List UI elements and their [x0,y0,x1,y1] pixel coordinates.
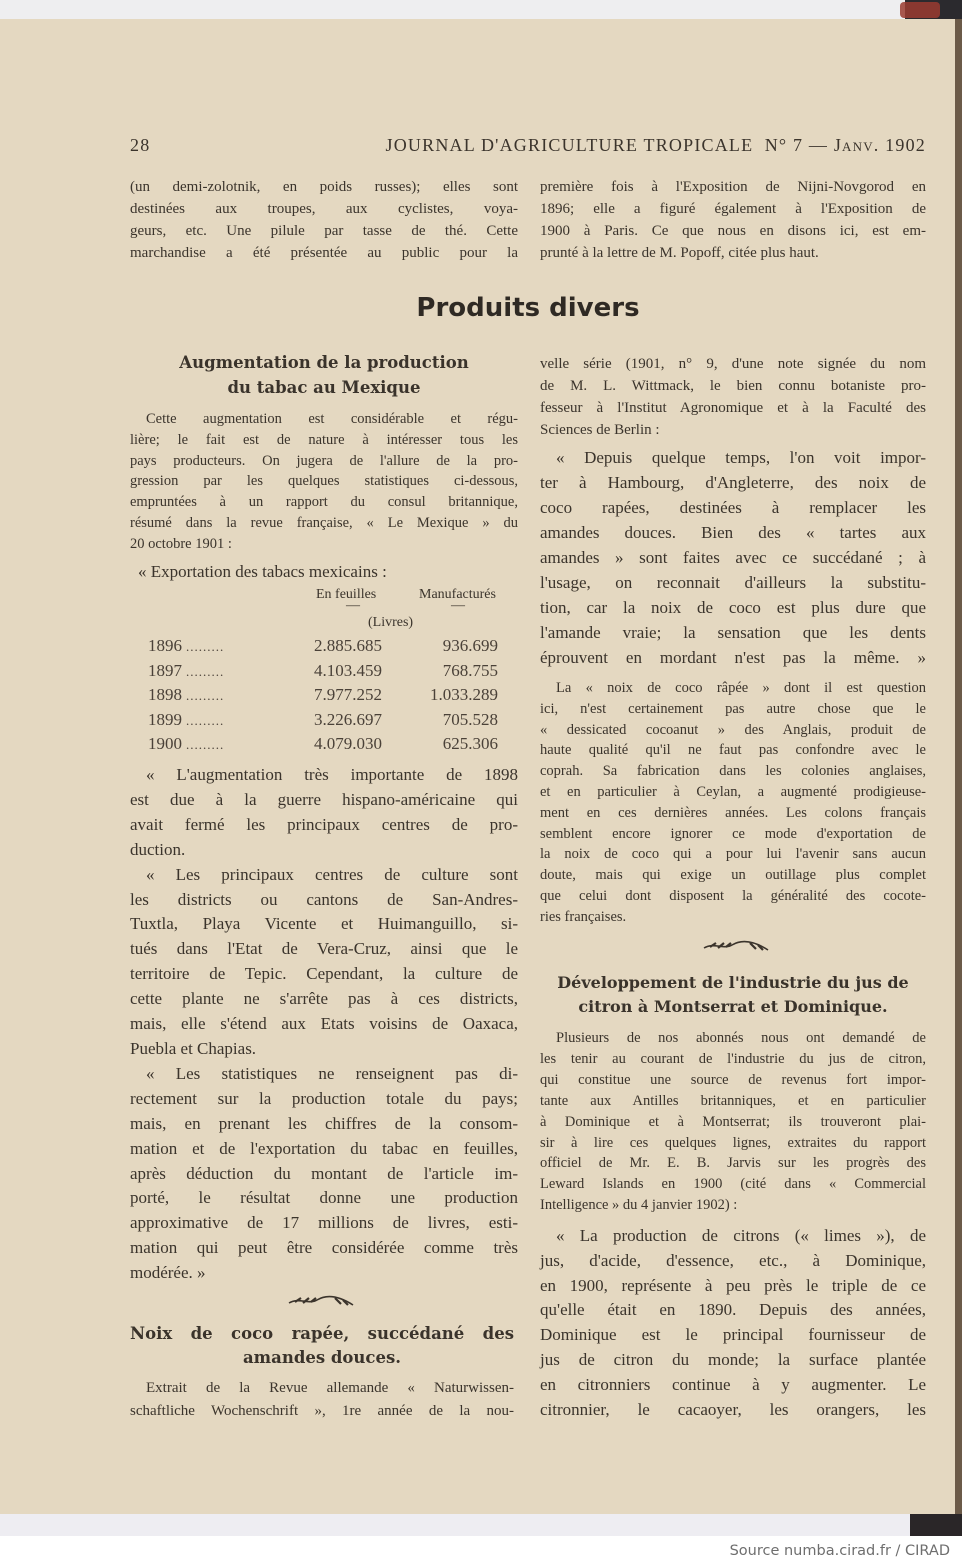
table-manufactures: 625.306 [442,734,498,753]
text-line: schaftliche Wochenschrift », 1re année de la nou- [130,1403,514,1419]
scan-margin-bottom [0,1514,910,1536]
text-line: citron à Montserrat et Dominique. [578,996,888,1016]
text-line: Dominique est le principal fournisseur de [540,1325,926,1345]
text-line: velle série (1901, n° 9, d'une note signée du nom [540,356,926,372]
text-line: coco rapées, destinées à remplacer les [540,498,926,517]
text-line: qu'elle était en 1890. Depuis des années, [540,1300,926,1320]
text-line: tion, car la noix de coco est plus dure que [540,598,926,617]
table-dash-1: — [346,598,360,613]
table-row [148,661,498,685]
text-line: « dessicated cocoanut » des Anglais, produit de [540,721,926,738]
text-line: tante aux Antilles britanniques, et en particulier [540,1092,926,1109]
text-line: en citronniers continue à y augmenter. Le [540,1374,926,1394]
table-leader: ......... [186,639,225,654]
table-manufactures: 936.699 [442,636,498,655]
table-feuilles: 7.977.252 [314,685,382,704]
article-note-coco [540,678,926,928]
text-line: « La production de citrons (« limes »), de [556,1226,926,1245]
text-line: que celui dont disposent la généralité des cocote- [540,887,926,904]
text-line: éprouvent en mordant n'est pas la même. » [540,648,926,667]
text-line: sir à lire ces quelques lignes, extraites du rapport [540,1134,926,1151]
text-line: 20 octobre 1901 : [130,535,232,552]
text-line: semblent encore ignorer ce mode d'exportation de [540,825,926,842]
text-line: Puebla et Chapias. [130,1038,257,1058]
table-year: 1898 [148,685,182,704]
text-line: Leward Islands en 1900 (cité dans « Commercial [540,1176,926,1193]
scan-margin-top [0,0,905,19]
text-line: Sciences de Berlin : [540,422,660,438]
article-continued-coco [540,353,926,441]
ornament-divider-icon [702,938,772,954]
journal-title [386,135,926,156]
table-leader: ......... [186,737,225,752]
article-heading-citron [540,971,926,1018]
table-manufactures: 705.528 [442,709,498,729]
text-line: ici, n'est certainement pas autre chose que le [540,700,926,717]
text-line: à Dominique et à Montserrat; ils trouveront plai- [540,1113,926,1130]
page-number: 28 [130,135,151,155]
article-heading-tabac [130,350,518,400]
table-row [148,636,498,660]
table-year: 1899 [148,709,182,729]
text-line: cette plante ne s'arrête pas à ces districts, [130,989,518,1009]
table-leader: ......... [186,663,225,679]
table-unit: (Livres) [368,615,414,630]
text-line: pays producteurs. On jugera de l'allure de la pro- [130,452,518,469]
journal-name: JOURNAL D'AGRICULTURE TROPICALE [385,135,754,155]
text-line: empruntées à un rapport du consul britannique, [130,494,518,511]
text-line: Noix de coco rapée, succédané des [130,1324,514,1343]
article-quote-citron [540,1224,926,1422]
text-line: après déduction du montant de l'article im- [130,1163,518,1183]
text-line: mation qui peut être considérée comme très [130,1238,518,1258]
text-line: destinées aux troupes, aux cyclistes, voya- [130,201,518,217]
text-line: résumé dans la revue française, « Le Mexique » du [130,514,518,531]
table-manufactures: 1.033.289 [430,685,498,704]
text-line: en 1900, représente à peu près le triple de ce [540,1275,926,1295]
text-line: approximative de 17 millions de livres, esti- [130,1213,518,1233]
article-body-tabac [130,763,518,1286]
ornament-divider-icon [287,1293,357,1309]
table-year: 1897 [148,660,182,680]
table-feuilles: 2.885.685 [314,636,382,655]
text-line: « L'augmentation très importante de 1898 [146,765,518,784]
text-line: qui constitue une source de revenus fort impor- [540,1071,926,1088]
text-line: Tuxtla, Playa Vicente et Huimanguillo, si- [130,914,518,934]
table-feuilles: 4.103.459 [314,660,382,680]
text-line: Extrait de la Revue allemande « Naturwissen- [146,1380,514,1396]
table-caption: « Exportation des tabacs mexicains : [138,562,387,581]
table-row [148,685,498,709]
text-line: l'amande vraie; la sensation que les dents [540,623,926,642]
text-line: les districts ou cantons de San-Andres- [130,889,518,909]
text-line: amandes douces. [242,1348,402,1367]
top-right-paragraph [540,176,926,264]
article-extract-coco [130,1377,514,1423]
text-line: haute qualité qu'il ne faut pas confondre avec le [540,742,926,759]
table-feuilles: 4.079.030 [314,734,382,753]
text-line: la noix de coco qui a pour lui l'avenir sans aucun [540,846,926,863]
text-line: 1896; elle a figuré également à l'Exposition de [540,201,926,217]
section-title: Produits divers [416,293,640,323]
scan-edge-bottom-right [910,1514,962,1536]
table-dash-2: — [451,598,465,613]
table-row [148,734,498,758]
article-heading-coco [130,1322,514,1370]
text-line: mais, elle s'étend aux Etats voisins de Oaxaca, [130,1014,518,1034]
text-line: geurs, etc. Une pilule par tasse de thé. Cette [130,223,518,239]
article-quote-coco [540,445,926,670]
text-line: duction. [130,839,186,859]
table-col-manufactures: Manufacturés [419,587,496,602]
text-line: La « noix de coco râpée » dont il est question [556,680,926,696]
text-line: du tabac au Mexique [227,378,421,397]
table-year: 1900 [148,734,182,753]
source-credit: Source numba.cirad.fr / CIRAD [729,1543,950,1559]
text-line: officiel de Mr. E. B. Jarvis sur les progrès des [540,1155,926,1172]
top-left-paragraph [130,176,518,264]
text-line: Intelligence » du 4 janvier 1902) : [540,1197,738,1214]
text-line: Cette augmentation est considérable et régu- [146,411,518,427]
text-line: Plusieurs de nos abonnés nous ont demandé de [556,1030,926,1046]
text-line: ries françaises. [540,908,627,925]
text-line: lière; le fait est de nature à intéresser tous les [130,431,518,448]
text-line: Augmentation de la production [179,353,469,372]
text-line: citronnier, le cacaoyer, les orangers, les [540,1399,926,1419]
scan-clip-mark [900,2,940,18]
text-line: mais, en prenant les chiffres de la consom- [130,1113,518,1133]
text-line: mation et de l'exportation du tabac en feuilles, [130,1138,518,1158]
text-line: gression par les quelques statistiques ci-dessous, [130,473,518,490]
text-line: tués dans l'Etat de Vera-Cruz, ainsi que le [130,939,518,959]
table-leader: ......... [186,712,225,728]
text-line: première fois à l'Exposition de Nijni-Novgorod en [540,179,926,195]
text-line: 1900 à Paris. Ce que nous en disons ici, est em- [540,223,926,239]
article-intro-tabac [130,409,518,555]
text-line: et en particulier à Ceylan, a augmenté prodigieuse- [540,783,926,800]
text-line: jus, d'acide, d'essence, etc., à Dominique, [540,1250,926,1270]
text-line: ment en ces dernières années. Les colons français [540,804,926,821]
scan-edge-right [955,19,962,1514]
text-line: « Les statistiques ne renseignent pas di- [146,1063,518,1083]
table-col-feuilles: En feuilles [316,587,377,602]
text-line: fesseur à l'Institut Agronomique et à la Faculté des [540,400,926,416]
text-line: (un demi-zolotnik, en poids russes); elles sont [130,179,518,195]
text-line: territoire de Tepic. Cependant, la culture de [130,964,518,984]
table-leader: ......... [186,688,225,703]
text-line: amandes » sont faites avec ce succédané ; à [540,548,926,567]
text-line: Développement de l'industrie du jus de [557,973,909,992]
text-line: prunté à la lettre de M. Popoff, citée plus haut. [540,245,819,261]
text-line: « Depuis quelque temps, l'on voit impor- [556,448,926,467]
table-feuilles: 3.226.697 [314,709,382,729]
table-row [148,710,498,734]
text-line: l'usage, on reconnait d'ailleurs la substitu- [540,573,926,592]
text-line: de M. L. Wittmack, le bien connu botaniste pro- [540,378,926,394]
text-line: marchandise a été présentée au public pour la [130,245,518,261]
text-line: avait fermé les principaux centres de pro- [130,814,518,834]
text-line: ter à Hambourg, d'Angleterre, des noix de [540,473,926,492]
issue-label: N° 7 — Janv. 1902 [764,135,926,155]
text-line: « Les principaux centres de culture sont [146,864,518,884]
text-line: est due à la guerre hispano-américaine qui [130,789,518,809]
text-line: amandes douces. Bien des « tartes aux [540,523,926,542]
table-manufactures: 768.755 [442,660,498,680]
text-line: les tenir au courant de l'industrie du jus de citron, [540,1050,926,1067]
text-line: rectement sur la production totale du pays; [130,1088,518,1108]
text-line: coprah. Sa fabrication dans les colonies anglaises, [540,763,926,780]
text-line: jus de citron du monde; la surface plantée [540,1349,926,1369]
article-intro-citron [540,1028,926,1216]
text-line: doute, mais qui exige un outillage plus complet [540,867,926,884]
text-line: modérée. » [130,1263,206,1283]
text-line: porté, le résultat donne une production [130,1188,518,1208]
table-year: 1896 [148,636,182,655]
